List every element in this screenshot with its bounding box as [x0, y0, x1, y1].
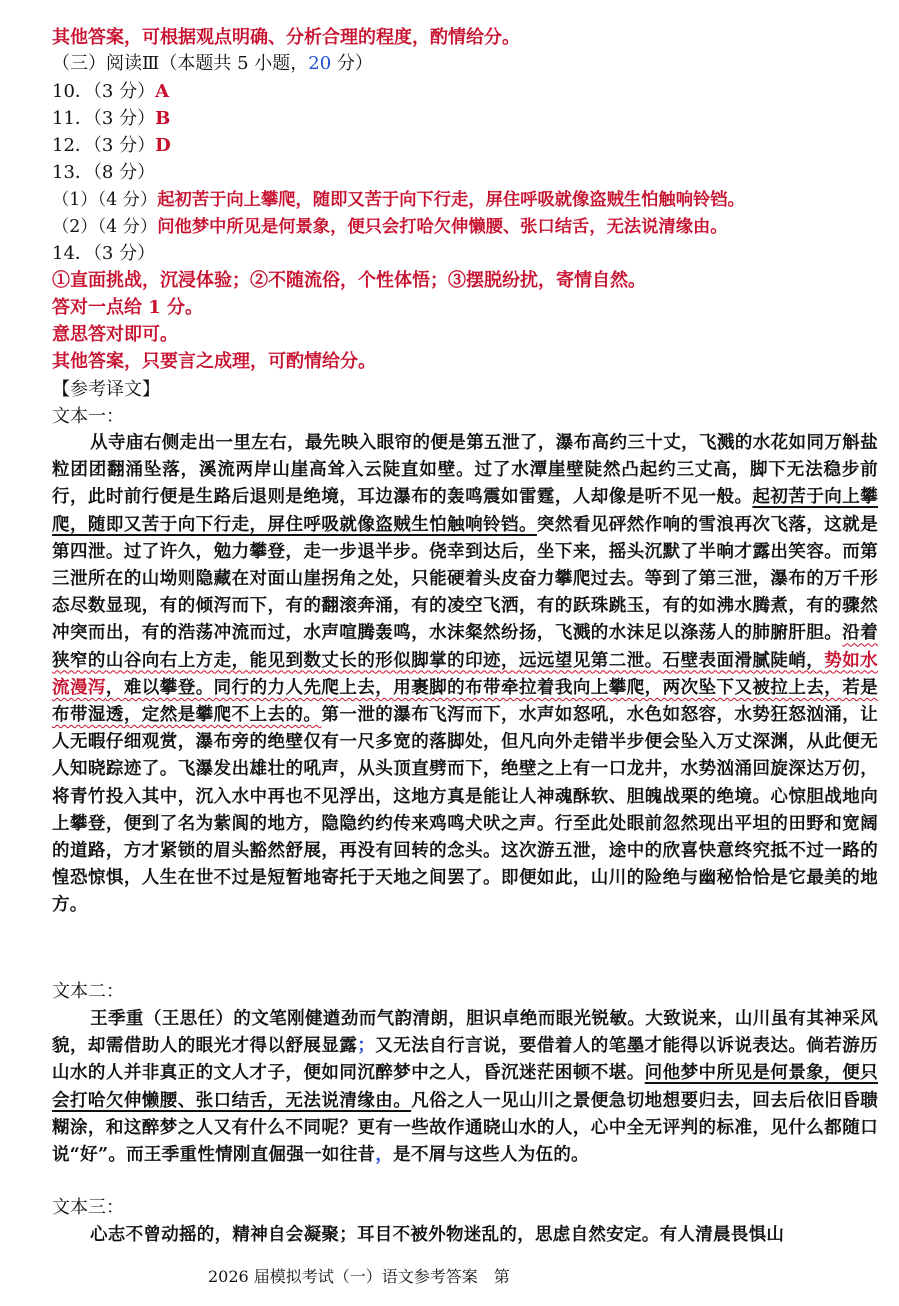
- answer-q14: [52, 242, 155, 266]
- q12-label: 12．（3 分）: [52, 135, 156, 156]
- text3-part-a: 心志不曾动摇的，精神自会凝聚；耳目不被外物迷乱的，思虑自然安定。有人清晨畏惧山: [90, 1225, 785, 1245]
- text1-part-c: 第一泄的瀑布飞泻而下，水声如怒吼，水色如怒容，水势狂怒汹涌，让人无暇仔细观赏，瀑布旁的绝壁仅有一尺多宽的落脚处，但凡向外走错半步便会坠入万丈深渊，从此便无人知晓踪迹了。飞瀑发出雄壮的吼声，从头顶直劈而下，绝壁之上有一口龙井，水势汹涌回旋深达万仞，将青竹投入其中，沉入水中再也不见浮出，这地方真是能让人神魂酥软、胆魄战栗的绝境。心惊胆战地向上攀登，便到了名为紫阆的地方，隐隐约约传来鸡鸣犬吠之声。行至此处眼前忽然现出平坦的田野和宽阔的道路，方才紧锁的眉头豁然舒展，再没有回转的念头。这次游五泄，途中的欣喜快意终究抵不过一路的惶恐惊惧，人生在世不过是短暂地寄托于天地之间罢了。即便如此，山川的险绝与幽秘恰恰是它最美的地方。: [52, 705, 878, 916]
- text2-paragraph: [52, 1006, 878, 1169]
- q13-1-label: （1）（4 分）: [52, 190, 158, 210]
- text1-label: 文本一：: [52, 406, 124, 427]
- q13-1-answer: 起初苦于向上攀爬，随即又苦于向下行走，屏住呼吸就像盗贼生怕触响铃铛。: [157, 190, 745, 210]
- text1-wavy-red: 势如水流漫泻: [52, 650, 878, 698]
- answer-q10: [52, 80, 169, 104]
- section-title-points: 20: [308, 53, 332, 74]
- answer-q11: [52, 107, 170, 131]
- answer-q13-2: [52, 215, 728, 239]
- answer-q12: [52, 134, 171, 158]
- q10-label: 10．（3 分）: [52, 81, 156, 102]
- q14-label: 14．（3 分）: [52, 243, 156, 264]
- q14-answer: ①直面挑战，沉浸体验；②不随流俗，个性体悟；③摆脱纷扰，寄情自然。: [52, 270, 646, 291]
- q14-note-2: 意思答对即可。: [52, 324, 178, 345]
- text2-part-d: 是不屑与这些人为伍的。: [393, 1145, 589, 1166]
- text2-semicolon: ；: [357, 1036, 376, 1057]
- q13-label: 13．（8 分）: [52, 162, 156, 183]
- text2-comma: ，: [375, 1145, 394, 1166]
- q14-note-3: 其他答案，只要言之成理，可酌情给分。: [52, 351, 376, 372]
- text1-wavy-a: 沿着狭窄的山谷向右上方走，能见到数丈长的形似脚掌的印迹，远远望见第二泄。石壁表面滑腻陡峭，: [52, 623, 878, 671]
- text1-part-a: 从寺庙右侧走出一里左右，最先映入眼帘的便是第五泄了，瀑布高约三十丈，飞溅的水花如同万斛盐粒团团翻涌坠落，溪流两岸山崖高耸入云陡直如壁。过了水潭崖壁陡然凸起约三丈高，脚下无法稳步前行，此时前行便是生路后退则是绝境，耳边瀑布的轰鸣震如雷霆，人却像是听不见一般。: [52, 433, 878, 508]
- q12-answer: D: [155, 135, 171, 156]
- text2-part-a: 王季重（王思任）的文笔刚健遒劲而气韵清朗，胆识卓绝而眼光锐敏。大致说来，山川虽有其神采风貌，却需借助人的眼光才得以舒展显露: [52, 1009, 878, 1057]
- answer-q13: [52, 161, 155, 185]
- section-title: [52, 52, 373, 76]
- q11-answer: B: [155, 108, 171, 129]
- q13-2-label: （2）（4 分）: [52, 217, 158, 237]
- text1-wavy-c: ，难以攀登。同行的力人先爬上去，用裹脚的布带牵拉着我向上攀爬，两次坠下又被拉上去，若是布带湿透，定然是攀爬不上去的。: [52, 677, 878, 726]
- q13-2-answer: 问他梦中所见是何景象，便只会打哈欠伸懒腰、张口结舌，无法说清缘由。: [157, 217, 728, 237]
- section-title-suffix: 分）: [331, 53, 373, 74]
- answer-q13-1: [52, 188, 745, 212]
- text2-part-c: 凡俗之人一见山川之景便急切地想要归去，回去后依旧昏聩糊涂，和这醉梦之人又有什么不同呢？更有一些故作通晓山水的人，心中全无评判的标准，见什么都随口说“好”。而王季重性情刚直倔强一如往昔: [52, 1090, 878, 1166]
- q11-label: 11．（3 分）: [52, 108, 156, 129]
- page-footer: 2026 届模拟考试（一）语文参考答案 第: [208, 1267, 510, 1286]
- q14-note-1: 答对一点给 1 分。: [52, 297, 204, 318]
- text2-part-b: 又无法自行言说，要借着人的笔墨才能得以诉说表达。倘若游历山水的人并非真正的文人才子，便如同沉醉梦中之人，昏沉迷茫困顿不堪。: [52, 1036, 878, 1084]
- text1-paragraph: [52, 430, 878, 920]
- text3-label: 文本三：: [52, 1197, 124, 1218]
- other-answers-note: 其他答案，可根据观点明确、分析合理的程度，酌情给分。: [52, 27, 520, 48]
- q10-answer: A: [155, 81, 170, 102]
- text1-underlined-1: 起初苦于向上攀爬，随即又苦于向下行走，屏住呼吸就像盗贼生怕触响铃铛。: [52, 487, 878, 535]
- text2-underlined: 问他梦中所见是何景象，便只会打哈欠伸懒腰、张口结舌，无法说清缘由。: [52, 1063, 878, 1111]
- text1-part-b: 突然看见砰然作响的雪浪再次飞落，这就是第四泄。过了许久，勉力攀登，走一步退半步。侥幸到达后，坐下来，摇头沉默了半晌才露出笑容。而第三泄所在的山坳则隐藏在对面山崖拐角之处，只能硬着头皮奋力攀爬过去。等到了第三泄，瀑布的万千形态尽数显现，有的倾泻而下，有的翻滚奔涌，有的凌空飞洒，有的跃珠跳玉，有的如沸水腾煮，有的骤然冲突而出，有的浩荡冲流而过，水声喧腾轰鸣，水沫粲然纷扬，飞溅的水沫足以涤荡人的肺腑肝胆。: [52, 514, 878, 644]
- text3-paragraph: [52, 1222, 878, 1249]
- text2-label: 文本二：: [52, 981, 124, 1002]
- section-title-prefix: （三）阅读Ⅲ（本题共 5 小题，: [52, 53, 309, 74]
- translation-header: 【参考译文】: [52, 379, 160, 400]
